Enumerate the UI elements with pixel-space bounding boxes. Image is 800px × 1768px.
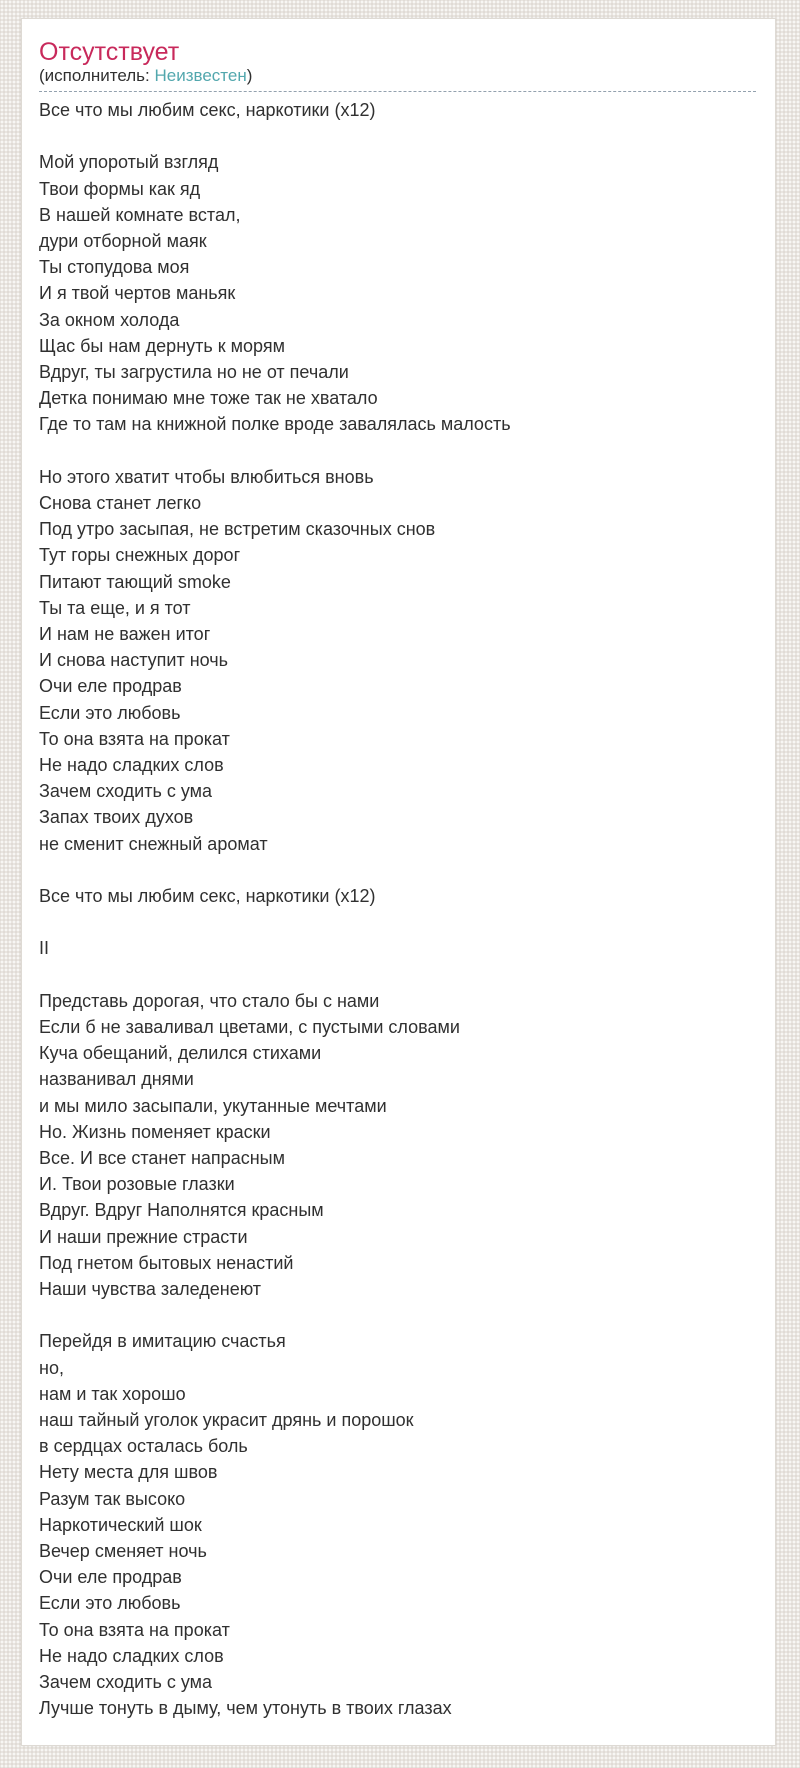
performer-link[interactable]: Неизвестен xyxy=(154,66,247,85)
lyric-line: Разум так высоко xyxy=(39,1488,186,1509)
lyric-line: Снова станет легко xyxy=(39,493,202,514)
lyric-line: Не надо сладких слов xyxy=(39,755,224,776)
lyric-line: наш тайный уголок украсит дрянь и порошок xyxy=(39,1410,414,1431)
lyric-line: Не надо сладких слов xyxy=(39,1645,224,1666)
lyric-line: Представь дорогая, что стало бы с нами xyxy=(39,990,380,1011)
lyric-line: Наркотический шок xyxy=(39,1514,202,1535)
lyric-line: Очи еле продрав xyxy=(39,1567,182,1588)
lyric-line: Вдруг. Вдруг Наполнятся красным xyxy=(39,1200,324,1221)
lyric-line: но, xyxy=(39,1357,64,1378)
lyric-line: дури отборной маяк xyxy=(39,231,207,251)
lyric-line: Зачем сходить с ума xyxy=(39,781,213,802)
lyrics-card xyxy=(21,18,776,1746)
lyric-line: Зачем сходить с ума xyxy=(39,1672,213,1693)
lyric-line: За окном холода xyxy=(39,309,180,330)
lyric-line: Где то там на книжной полке вроде завалялась малость xyxy=(39,414,511,435)
lyric-line xyxy=(39,1302,756,1328)
lyric-line: Ты та еще, и я тот xyxy=(39,597,191,618)
lyric-line: Если б не заваливал цветами, с пустыми словами xyxy=(39,1017,460,1038)
lyric-line xyxy=(39,909,756,935)
lyric-line: Наши чувства заледенеют xyxy=(39,1279,262,1300)
lyric-line: Питают тающий smoke xyxy=(39,571,231,592)
lyric-line: названивал днями xyxy=(39,1069,194,1090)
lyric-line: в сердцах осталась боль xyxy=(39,1436,248,1457)
lyric-line: Твои формы как яд xyxy=(39,178,201,199)
lyric-line: Все что мы любим секс, наркотики (x12) xyxy=(39,886,376,907)
lyric-line: Если это любовь xyxy=(39,702,181,723)
lyric-line: Очи еле продрав xyxy=(39,676,182,697)
performer-line xyxy=(39,66,756,92)
lyric-line xyxy=(39,962,756,988)
lyric-line: Лучше тонуть в дыму, чем утонуть в твоих глазах xyxy=(39,1698,452,1719)
lyric-line: То она взята на прокат xyxy=(39,728,230,749)
lyric-line: Детка понимаю мне тоже так не хватало xyxy=(39,388,378,409)
lyrics-text xyxy=(39,97,756,1722)
lyric-line: и мы мило засыпали, укутанные мечтами xyxy=(39,1095,387,1116)
lyric-line: Мой упоротый взгляд xyxy=(39,152,219,173)
lyric-line xyxy=(39,438,756,464)
performer-label: (исполнитель: xyxy=(39,66,155,85)
lyric-line: Под гнетом бытовых ненастий xyxy=(39,1252,294,1273)
lyric-line: Щас бы нам дернуть к морям xyxy=(39,335,285,356)
lyric-line: Все что мы любим секс, наркотики (x12) xyxy=(39,100,376,120)
lyric-line: И наши прежние страсти xyxy=(39,1226,248,1247)
performer-close-paren: ) xyxy=(246,66,253,85)
lyric-line: нам и так хорошо xyxy=(39,1383,186,1404)
lyric-line: И я твой чертов маньяк xyxy=(39,283,236,304)
lyric-line: Ты стопудова моя xyxy=(39,257,190,278)
song-title: Отсутствует xyxy=(39,38,180,66)
lyric-line: Но. Жизнь поменяет краски xyxy=(39,1121,271,1142)
lyric-line xyxy=(39,857,756,883)
lyric-line: Куча обещаний, делился стихами xyxy=(39,1043,322,1064)
lyric-line: То она взята на прокат xyxy=(39,1619,230,1640)
lyric-line xyxy=(39,123,756,149)
lyric-line: Тут горы снежных дорог xyxy=(39,545,241,566)
lyric-line: В нашей комнате встал, xyxy=(39,204,241,225)
lyric-line: II xyxy=(39,938,50,959)
lyric-line: Но этого хватит чтобы влюбиться вновь xyxy=(39,466,374,487)
lyric-line: И. Твои розовые глазки xyxy=(39,1174,235,1195)
lyric-line: Перейдя в имитацию счастья xyxy=(39,1331,286,1352)
lyric-line: Вечер сменяет ночь xyxy=(39,1541,207,1562)
lyric-line: И нам не важен итог xyxy=(39,624,211,645)
lyric-line: Все. И все станет напрасным xyxy=(39,1148,285,1169)
lyric-line: Если это любовь xyxy=(39,1593,181,1614)
lyric-line: Под утро засыпая, не встретим сказочных снов xyxy=(39,519,436,540)
lyric-line: Запах твоих духов xyxy=(39,807,194,828)
lyric-line: И снова наступит ночь xyxy=(39,650,229,671)
lyric-line: Вдруг, ты загрустила но не от печали xyxy=(39,362,349,383)
lyric-line: не сменит снежный аромат xyxy=(39,833,268,854)
lyric-line: Нету места для швов xyxy=(39,1462,218,1483)
